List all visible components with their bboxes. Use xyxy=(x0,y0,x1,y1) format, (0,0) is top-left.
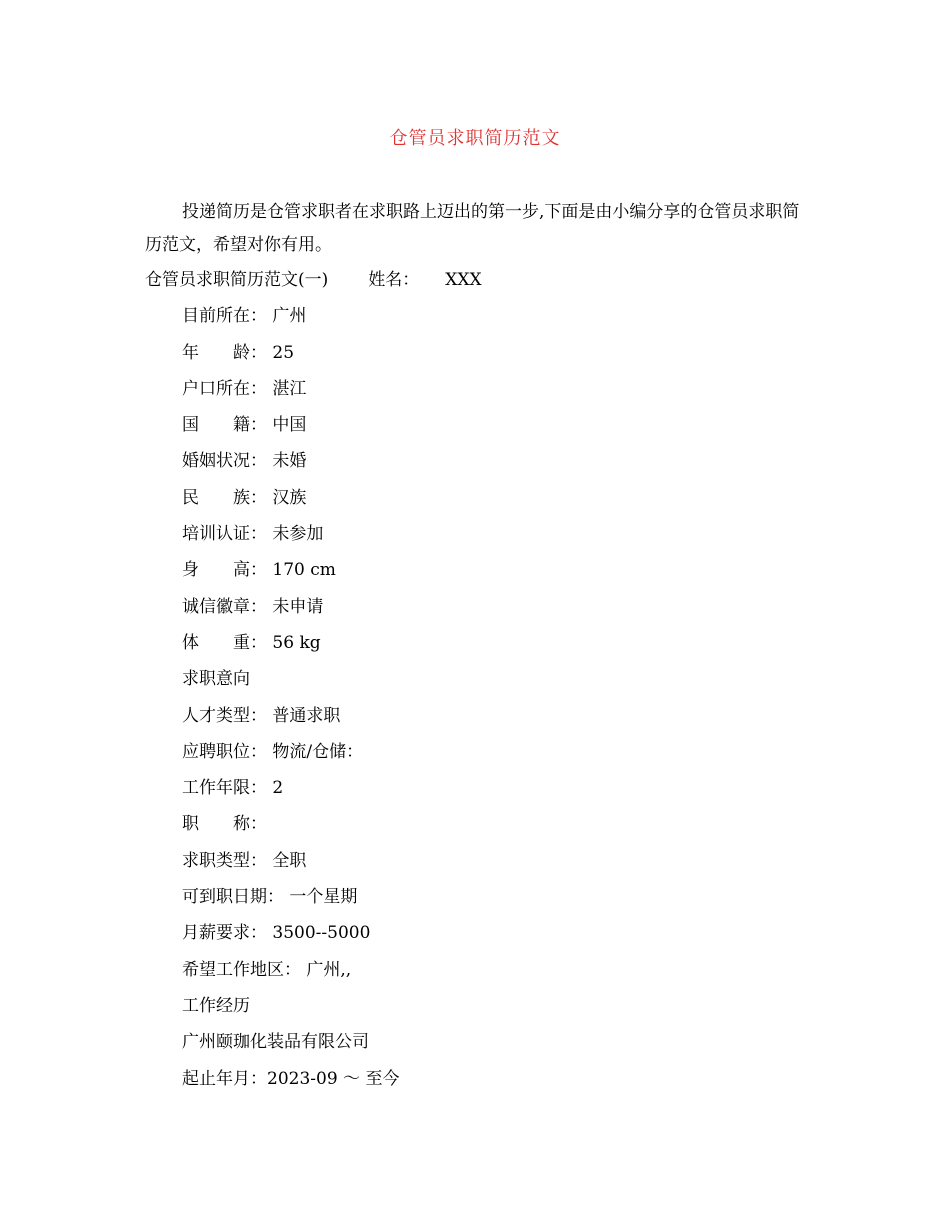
field-row xyxy=(0,298,950,334)
field-label: 培训认证： xyxy=(182,524,267,545)
field-value: 未参加 xyxy=(272,524,324,545)
intent-row xyxy=(0,698,950,734)
intent-row xyxy=(0,879,950,915)
intent-value: 普通求职 xyxy=(272,705,341,726)
intent-value: 一个星期 xyxy=(289,887,358,908)
field-value: 中国 xyxy=(272,415,307,436)
field-label: 体 重： xyxy=(182,632,267,653)
company-name: 广州颐珈化装品有限公司 xyxy=(182,1032,369,1053)
field-row xyxy=(0,625,950,661)
field-row xyxy=(0,516,950,552)
intent-label: 职 称： xyxy=(182,814,267,835)
name-label: 姓名： xyxy=(368,270,420,290)
field-label: 身 高： xyxy=(182,560,267,581)
field-row xyxy=(0,480,950,516)
field-label: 年 龄： xyxy=(182,342,267,363)
field-row xyxy=(0,552,950,588)
intent-value: 全职 xyxy=(272,850,307,871)
document-title: 仓管员求职简历范文 xyxy=(389,128,561,149)
field-row xyxy=(0,443,950,479)
field-value: 未婚 xyxy=(272,451,307,472)
field-label: 目前所在： xyxy=(182,306,267,327)
section-title: 仓管员求职简历范文(一) xyxy=(145,270,329,290)
period-row xyxy=(0,1061,950,1097)
field-value: 广州 xyxy=(272,306,307,327)
field-label: 民 族： xyxy=(182,487,267,508)
field-label: 婚姻状况： xyxy=(182,451,267,472)
intent-heading: 求职意向 xyxy=(182,669,250,690)
intent-label: 可到职日期： xyxy=(182,887,284,908)
field-value: 未申请 xyxy=(272,596,324,617)
experience-heading: 工作经历 xyxy=(182,995,250,1016)
period-value: 2023-09 ～ 至今 xyxy=(267,1068,400,1089)
name-value: XXX xyxy=(445,270,482,290)
intent-label: 月薪要求： xyxy=(182,923,267,944)
intent-row xyxy=(0,843,950,879)
intent-value: 2 xyxy=(272,778,284,799)
field-label: 户口所在： xyxy=(182,378,267,399)
intent-row xyxy=(0,806,950,842)
field-value: 56 kg xyxy=(272,632,321,653)
field-row xyxy=(0,589,950,625)
intent-label: 应聘职位： xyxy=(182,741,267,762)
intent-label: 求职类型： xyxy=(182,850,267,871)
field-label: 诚信徽章： xyxy=(182,596,267,617)
intent-label: 希望工作地区： xyxy=(182,959,301,980)
field-value: 170 cm xyxy=(272,560,336,581)
field-value: 25 xyxy=(272,342,295,363)
intent-row xyxy=(0,952,950,988)
intent-row xyxy=(0,734,950,770)
intro-paragraph: 投递简历是仓管求职者在求职路上迈出的第一步,下面是由小编分享的仓管员求职简历范文，希望对你有用。 xyxy=(145,202,800,255)
intent-row xyxy=(0,915,950,951)
field-value: 湛江 xyxy=(272,378,307,399)
intent-row xyxy=(0,770,950,806)
intent-value: 物流/仓储： xyxy=(272,741,364,762)
field-row xyxy=(0,407,950,443)
period-label: 起止年月： xyxy=(182,1068,267,1089)
intent-value: 广州,, xyxy=(306,959,352,980)
intent-label: 人才类型： xyxy=(182,705,267,726)
intent-value: 3500--5000 xyxy=(272,923,371,944)
field-row xyxy=(0,335,950,371)
field-label: 国 籍： xyxy=(182,415,267,436)
resume-header-line xyxy=(0,262,950,298)
resume-body xyxy=(0,262,950,1097)
intent-label: 工作年限： xyxy=(182,778,267,799)
field-row xyxy=(0,371,950,407)
field-value: 汉族 xyxy=(272,487,307,508)
